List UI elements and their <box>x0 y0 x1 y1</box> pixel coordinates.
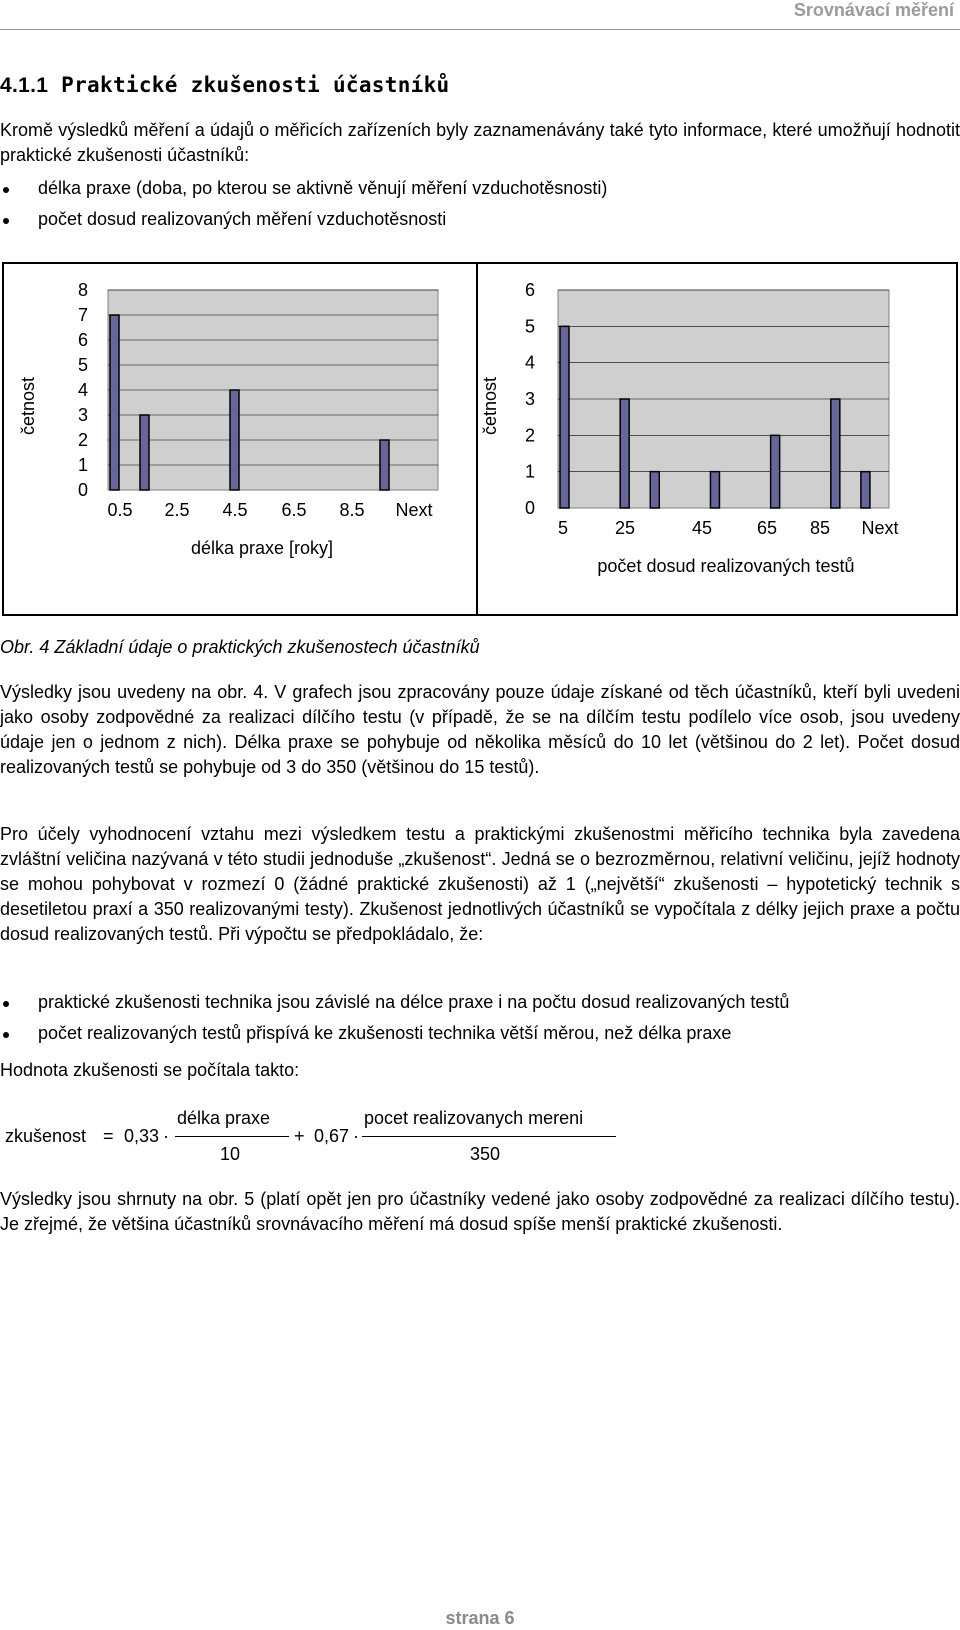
section-number: 4.1.1 <box>0 74 49 97</box>
formula-fraction-bar2 <box>362 1136 616 1137</box>
y-tick-label: 0 <box>77 480 88 500</box>
intro-bullet-list <box>0 176 960 238</box>
bullet-icon <box>3 187 9 193</box>
running-header: Srovnávací měření <box>793 0 954 20</box>
bullet-icon <box>3 1032 9 1038</box>
formula-coef2: 0,67 <box>314 1126 350 1146</box>
x-axis-title: délka praxe [roky] <box>190 538 334 558</box>
bar <box>650 472 659 508</box>
y-axis-title: četnost <box>18 376 38 436</box>
x-tick-label: 45 <box>691 518 713 538</box>
bar <box>560 326 569 508</box>
x-tick-label: 0.5 <box>107 500 133 520</box>
x-tick-label: 4.5 <box>222 500 248 520</box>
bullet-text: délka praxe (doba, po kterou se aktivně věnují měření vzduchotěsnosti) <box>38 178 608 198</box>
bar <box>140 415 149 490</box>
formula-dot1: · <box>163 1126 169 1146</box>
y-tick-label: 4 <box>77 380 88 400</box>
assumption-bullet-list <box>0 990 960 1052</box>
y-tick-label: 1 <box>524 461 535 482</box>
list-item <box>0 207 960 238</box>
x-tick-label: Next <box>861 518 899 538</box>
header-rule <box>0 29 960 30</box>
bullet-icon <box>3 218 9 224</box>
formula-fraction-bar1 <box>175 1136 289 1137</box>
experience-paragraph: Pro účely vyhodnocení vztahu mezi výsledkem testu a praktickými zkušenostmi měřicího technika byla zavedena zvláštní veličina nazývaná v této studii jednoduše „zkušenost“. Jedná se o bezrozměrnou, relativní veličinu, jejíž hodnoty se mohou pohybovat v rozmezí 0 (žádné praktické zkušenosti) až 1 („největší“ zkušenosti – hypotetický technik s desetiletou praxí a 350 realizovanými testy). Zkušenost jednotlivých účastníků se vypočítala z délky jejich praxe a počtu dosud realizovaných testů. Při výpočtu se předpokládalo, že: <box>0 824 960 944</box>
y-tick-label: 3 <box>77 405 88 425</box>
x-tick-label: 2.5 <box>164 500 190 520</box>
chart-practice-length <box>4 264 476 614</box>
formula-coef1: 0,33 <box>124 1126 160 1146</box>
formula-num1: délka praxe <box>177 1108 271 1128</box>
chart-panel-test-count <box>476 262 958 616</box>
x-tick-label: 6.5 <box>281 500 307 520</box>
bullet-text: počet dosud realizovaných měření vzduchotěsnosti <box>38 209 447 229</box>
x-tick-label: 65 <box>756 518 778 538</box>
x-tick-label: 25 <box>614 518 636 538</box>
y-tick-label: 1 <box>77 455 88 475</box>
y-tick-label: 6 <box>77 330 88 350</box>
y-tick-label: 2 <box>77 430 88 450</box>
page-number: strana 6 <box>445 1608 515 1628</box>
x-tick-label: 85 <box>809 518 831 538</box>
formula-lhs: zkušenost <box>5 1126 87 1146</box>
y-tick-label: 7 <box>77 305 88 325</box>
bar <box>710 472 719 508</box>
bullet-icon <box>3 1001 9 1007</box>
x-axis-title: počet dosud realizovaných testů <box>597 556 855 576</box>
formula-intro: Hodnota zkušenosti se počítala takto: <box>0 1060 300 1080</box>
list-item <box>0 1021 960 1052</box>
y-axis-title: četnost <box>480 376 500 436</box>
y-tick-label: 0 <box>524 498 535 518</box>
y-tick-label: 5 <box>524 316 535 337</box>
bullet-text: počet realizovaných testů přispívá ke zkušenosti technika větší měrou, než délka praxe <box>38 1023 732 1043</box>
formula-plus: + <box>294 1126 305 1146</box>
y-tick-label: 3 <box>524 389 535 409</box>
results-paragraph: Výsledky jsou uvedeny na obr. 4. V grafech jsou zpracovány pouze údaje získané od těch účastníků, kteří byli uvedeni jako osoby zodpovědné za realizaci dílčího testu (v případě, že se na dílčím testu podílelo více osob, jsou uvedeny údaje jen o jednom z nich). Délka praxe se pohybuje od několika měsíců do 10 let (většinou do 2 let). Počet dosud realizovaných testů se pohybuje od 3 do 350 (většinou do 15 testů). <box>0 682 960 777</box>
x-tick-label: 8.5 <box>339 500 365 520</box>
x-tick-label: 5 <box>557 518 569 538</box>
formula-num2: pocet realizovanych mereni <box>364 1108 584 1128</box>
experience-formula <box>0 1100 640 1170</box>
x-tick-label: Next <box>395 500 433 520</box>
bar <box>110 315 119 490</box>
formula-den2: 350 <box>470 1144 501 1164</box>
formula-den1: 10 <box>220 1144 241 1164</box>
y-tick-label: 4 <box>524 352 535 373</box>
formula-dot2: · <box>353 1126 359 1146</box>
y-tick-label: 6 <box>524 280 535 300</box>
intro-paragraph: Kromě výsledků měření a údajů o měřicích zařízeních byly zaznamenávány také tyto informace, které umožňují hodnotit praktické zkušenosti účastníků: <box>0 120 960 165</box>
y-tick-label: 8 <box>77 280 88 300</box>
list-item <box>0 176 960 207</box>
chart-panel-practice-length <box>2 262 478 616</box>
bar <box>230 390 239 490</box>
chart-test-count <box>478 264 956 614</box>
bar <box>831 399 840 508</box>
bar <box>861 472 870 508</box>
y-tick-label: 5 <box>77 355 88 375</box>
section-heading <box>0 73 449 98</box>
y-tick-label: 2 <box>524 425 535 446</box>
bullet-text: praktické zkušenosti technika jsou závislé na délce praxe i na počtu dosud realizovaných testů <box>38 992 790 1012</box>
bar <box>380 440 389 490</box>
bar <box>771 435 780 508</box>
list-item <box>0 990 960 1021</box>
section-title: Praktické zkušenosti účastníků <box>61 73 450 97</box>
figure-caption: Obr. 4 Základní údaje o praktických zkušenostech účastníků <box>0 637 480 657</box>
summary-paragraph: Výsledky jsou shrnuty na obr. 5 (platí opět jen pro účastníky vedené jako osoby zodpovědné za realizaci dílčího testu). Je zřejmé, že většina účastníků srovnávacího měření má dosud spíše menší praktické zkušenosti. <box>0 1189 960 1234</box>
bar <box>620 399 629 508</box>
formula-equals: = <box>103 1126 114 1146</box>
